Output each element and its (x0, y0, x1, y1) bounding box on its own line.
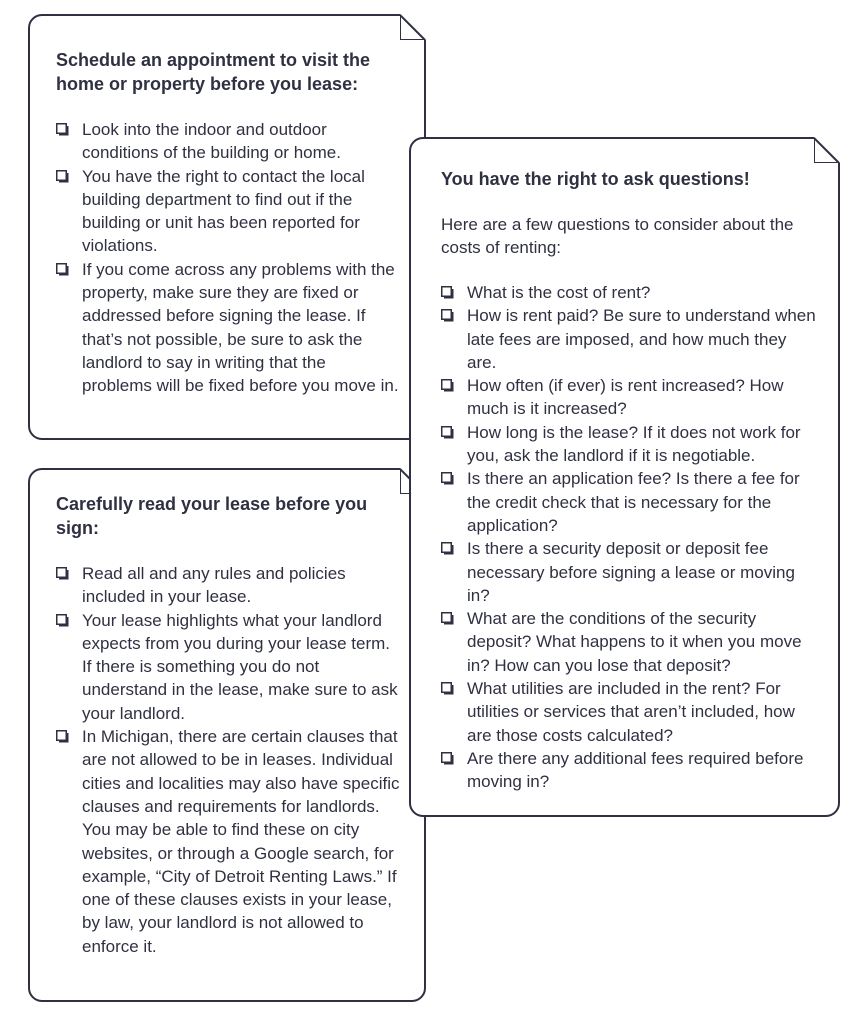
checklist-item-text: In Michigan, there are certain clauses that are not allowed to be in leases. Individual cities and localities may also have specific clauses and requirements for landlords. You may be able to find these on city websites, or through a Google search, for example, “City of Detroit Renting Laws.” If one of these clauses exists in your lease, by law, your landlord is not allowed to enforce it. (82, 727, 400, 956)
checkbox-icon (441, 286, 454, 299)
checklist-item-text: Look into the indoor and outdoor conditions of the building or home. (82, 120, 341, 163)
checklist-item (56, 165, 400, 258)
folded-corner-icon (400, 14, 426, 40)
checklist-item-text: Is there an application fee? Is there a fee for the credit check that is necessary for the application? (467, 469, 800, 535)
checklist-item (441, 374, 820, 421)
checklist-item-text: What utilities are included in the rent? For utilities or services that aren’t included, how are those costs calculated? (467, 679, 795, 745)
checklist-item (441, 677, 820, 747)
checklist-item (441, 607, 820, 677)
checkbox-icon (441, 752, 454, 765)
checkbox-icon (56, 123, 69, 136)
checklist-item (441, 304, 820, 374)
checkbox-icon (441, 426, 454, 439)
checkbox-icon (441, 379, 454, 392)
checklist-item (56, 609, 400, 725)
checklist-item-text: Are there any additional fees required before moving in? (467, 748, 804, 792)
checklist-item (56, 725, 400, 958)
checklist (56, 118, 400, 398)
visit-property-card (28, 14, 426, 440)
checklist-item-text: Your lease highlights what your landlord expects from you during your lease term. If there is something you do not understand in the lease, make sure to ask your landlord. (82, 610, 398, 723)
checklist-item-text: Read all and any rules and policies included in your lease. (82, 564, 346, 607)
checklist-item (441, 421, 820, 468)
checkbox-icon (441, 542, 454, 555)
checkbox-icon (56, 730, 69, 743)
checklist-item (441, 747, 820, 794)
checkbox-icon (56, 263, 69, 276)
checklist-item-text: Is there a security deposit or deposit fee necessary before signing a lease or moving in? (467, 539, 795, 605)
card-intro: Here are a few questions to consider about the costs of renting: (441, 215, 794, 257)
ask-questions-card (409, 137, 840, 817)
checkbox-icon (441, 472, 454, 485)
checkbox-icon (441, 682, 454, 695)
card-title: Carefully read your lease before you sign: (56, 494, 368, 538)
checkbox-icon (441, 309, 454, 322)
checklist-item-text: What are the conditions of the security deposit? What happens to it when you move in? How can you lose that deposit? (467, 609, 802, 675)
checklist (441, 281, 820, 794)
checkbox-icon (441, 612, 454, 625)
checklist-item-text: What is the cost of rent? (467, 283, 651, 302)
checklist-item (441, 467, 820, 537)
card-title: You have the right to ask questions! (441, 169, 750, 189)
checklist-item (56, 258, 400, 398)
checkbox-icon (56, 614, 69, 627)
read-lease-card (28, 468, 426, 1002)
checklist-item-text: How is rent paid? Be sure to understand when late fees are imposed, and how much they are. (467, 306, 816, 372)
checklist-item (56, 118, 400, 165)
checklist-item (441, 281, 820, 304)
checklist-item-text: If you come across any problems with the property, make sure they are fixed or addressed before signing the lease. If that’s not possible, be sure to ask the landlord to say in writing that the problems will be fixed before you move in. (82, 259, 399, 396)
checklist-item (441, 537, 820, 607)
checklist-item-text: You have the right to contact the local building department to find out if the building or unit has been reported for violations. (82, 166, 365, 256)
card-title: Schedule an appointment to visit the home or property before you lease: (56, 50, 371, 94)
checklist-item-text: How long is the lease? If it does not work for you, ask the landlord if it is negotiable. (467, 422, 801, 466)
checklist (56, 562, 400, 958)
checklist-item (56, 562, 400, 609)
checkbox-icon (56, 567, 69, 580)
checklist-item-text: How often (if ever) is rent increased? How much is it increased? (467, 376, 784, 419)
checkbox-icon (56, 170, 69, 183)
folded-corner-icon (814, 137, 840, 163)
